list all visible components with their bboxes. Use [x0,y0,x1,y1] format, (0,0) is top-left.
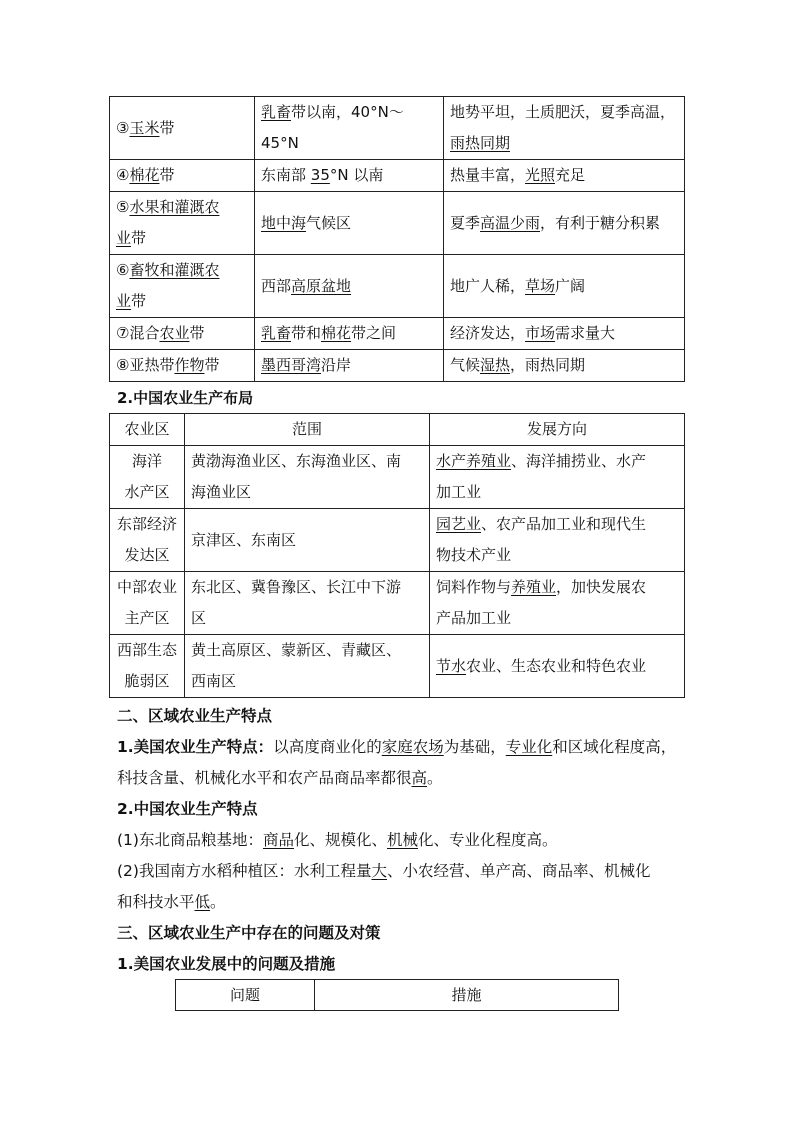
belt-condition: 地广人稀，草场广阔 [444,255,685,318]
belt-condition: 夏季高温少雨，有利于糖分积累 [444,192,685,255]
table-row [110,350,685,382]
belt-range: 西部高原盆地 [255,255,444,318]
table-row [110,446,685,509]
table-header-row [176,980,619,1011]
us-problems-table [175,979,619,1011]
table-row [110,255,685,318]
belt-name: ⑥畜牧和灌溉农 业带 [110,255,255,318]
paragraph-northeast: (1)东北商品粮基地：商品化、规模化、机械化、专业化程度高。 [117,831,558,849]
table-row [110,572,685,635]
paragraph-south-rice: (2)我国南方水稻种植区：水利工程量大、小农经营、单产高、商品率、机械化 和科技水平低。 [117,862,651,911]
scope-cell: 黄土高原区、蒙新区、青藏区、 西南区 [185,635,430,698]
direction-cell: 饲料作物与养殖业，加快发展农 产品加工业 [430,572,685,635]
belt-range: 乳畜带以南，40°N～45°N [255,97,444,160]
belt-condition: 气候湿热，雨热同期 [444,350,685,382]
belt-condition: 热量丰富，光照充足 [444,160,685,192]
area-cell: 中部农业 主产区 [110,572,185,635]
belt-name: ⑦混合农业带 [110,318,255,350]
table-header-row [110,414,685,446]
table-row [110,160,685,192]
belt-range: 墨西哥湾沿岸 [255,350,444,382]
us-agri-belts-table [109,96,685,382]
belt-range: 地中海气候区 [255,192,444,255]
header-area: 农业区 [110,414,185,446]
paragraph-china-features-title: 2.中国农业生产特点 [117,800,258,818]
header-measure: 措施 [315,980,619,1011]
header-problem: 问题 [176,980,315,1011]
belt-name: ⑤水果和灌溉农 业带 [110,192,255,255]
table-row [110,97,685,160]
section-heading-3: 三、区域农业生产中存在的问题及对策 [117,924,381,942]
belt-condition: 地势平坦，土质肥沃，夏季高温， 雨热同期 [444,97,685,160]
scope-cell: 黄渤海渔业区、东海渔业区、南 海渔业区 [185,446,430,509]
belt-range: 乳畜带和棉花带之间 [255,318,444,350]
scope-cell: 东北区、冀鲁豫区、长江中下游 区 [185,572,430,635]
table-row [110,635,685,698]
area-cell: 西部生态 脆弱区 [110,635,185,698]
china-agri-layout-table [109,413,685,698]
header-scope: 范围 [185,414,430,446]
belt-name: ④棉花带 [110,160,255,192]
belt-name: ⑧亚热带作物带 [110,350,255,382]
area-cell: 东部经济 发达区 [110,509,185,572]
table-row [110,318,685,350]
scope-cell: 京津区、东南区 [185,509,430,572]
belt-name: ③玉米带 [110,97,255,160]
direction-cell: 节水农业、生态农业和特色农业 [430,635,685,698]
area-cell: 海洋 水产区 [110,446,185,509]
paragraph-us-features: 1.美国农业生产特点：以高度商业化的家庭农场为基础，专业化和区域化程度高， 科技含量、机械化水平和农产品商品率都很高。 [117,738,677,787]
direction-cell: 园艺业、农产品加工业和现代生 物技术产业 [430,509,685,572]
header-direction: 发展方向 [430,414,685,446]
belt-condition: 经济发达，市场需求量大 [444,318,685,350]
direction-cell: 水产养殖业、海洋捕捞业、水产 加工业 [430,446,685,509]
table-row [110,192,685,255]
section-2-title: 2.中国农业生产布局 [117,389,254,407]
paragraph-us-problems-title: 1.美国农业发展中的问题及措施 [117,955,336,973]
table-row [110,509,685,572]
belt-range: 东南部 35°N 以南 [255,160,444,192]
section-heading-2: 二、区域农业生产特点 [117,707,273,725]
